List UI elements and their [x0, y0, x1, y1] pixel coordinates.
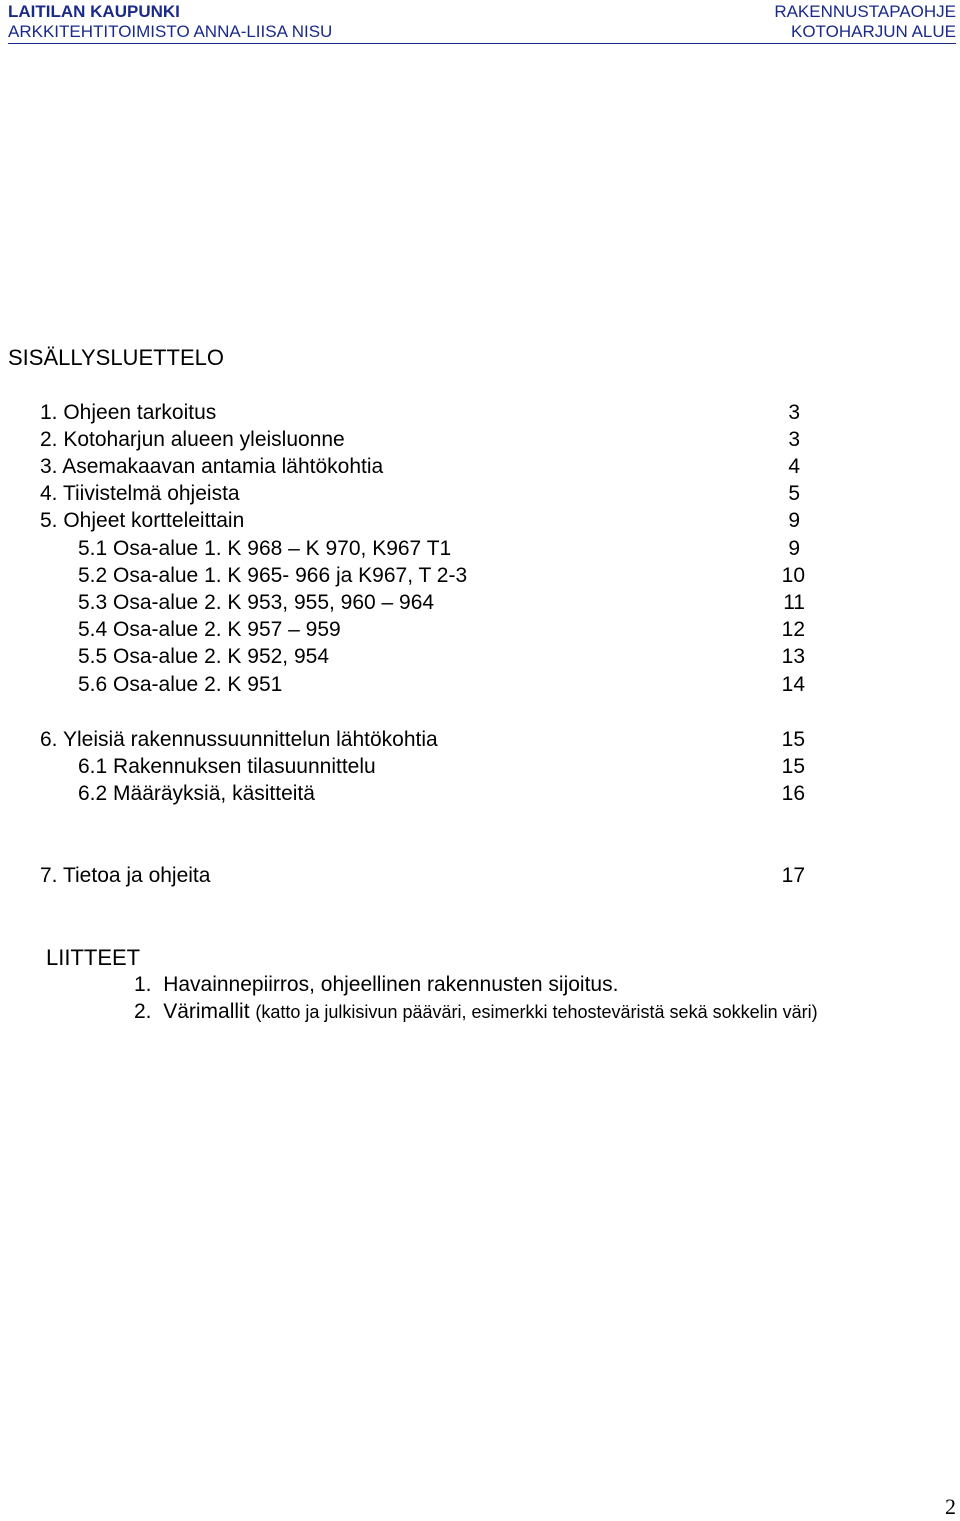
- toc-page-number: 3: [788, 401, 800, 424]
- toc-entry: 5.1 Osa-alue 1. K 968 – K 970, K967 T1: [78, 537, 452, 560]
- toc-entry: 1. Ohjeen tarkoitus: [40, 401, 217, 424]
- toc-entry: 6. Yleisiä rakennussuunnittelun lähtökohtia: [40, 728, 438, 751]
- toc-entry: 5.3 Osa-alue 2. K 953, 955, 960 – 964: [78, 591, 435, 614]
- appendix-text: Havainnepiirros, ohjeellinen rakennusten sijoitus.: [163, 973, 619, 996]
- toc-entry: 6.2 Määräyksiä, käsitteitä: [78, 782, 315, 805]
- toc-entry: 6.1 Rakennuksen tilasuunnittelu: [78, 755, 376, 778]
- toc-page-number: 14: [781, 673, 805, 696]
- appendices-title: LIITTEET: [46, 945, 141, 970]
- header-divider: [8, 43, 956, 44]
- toc-page-number: 3: [788, 428, 800, 451]
- toc-entry: 5.6 Osa-alue 2. K 951: [78, 673, 283, 696]
- toc-entry: 5. Ohjeet kortteleittain: [40, 509, 245, 532]
- toc-page-number: 13: [781, 645, 805, 668]
- toc-entry: 5.5 Osa-alue 2. K 952, 954: [78, 645, 330, 668]
- toc-page-number: 9: [788, 537, 800, 560]
- appendix-note: (katto ja julkisivun pääväri, esimerkki tehosteväristä sekä sokkelin väri): [255, 1002, 818, 1022]
- header-city: LAITILAN KAUPUNKI: [8, 2, 180, 21]
- header-area: KOTOHARJUN ALUE: [790, 22, 956, 41]
- appendix-text: Värimallit: [163, 1000, 250, 1023]
- header-doc-type: RAKENNUSTAPAOHJE: [774, 2, 956, 21]
- page-header: [0, 0, 960, 44]
- appendix-number: 2.: [134, 1000, 152, 1023]
- toc-page-number: 17: [781, 864, 805, 887]
- toc-page-number: 15: [781, 728, 805, 751]
- header-office: ARKKITEHTITOIMISTO ANNA-LIISA NISU: [8, 22, 333, 41]
- toc-entry: 2. Kotoharjun alueen yleisluonne: [40, 428, 345, 451]
- toc-page-number: 16: [781, 782, 805, 805]
- toc-entry: 4. Tiivistelmä ohjeista: [40, 482, 240, 505]
- toc-entry: 7. Tietoa ja ohjeita: [40, 864, 211, 887]
- toc-entry: 3. Asemakaavan antamia lähtökohtia: [40, 455, 384, 478]
- page-number: 2: [945, 1494, 956, 1519]
- toc-page-number: 9: [788, 509, 800, 532]
- appendix-item: [134, 999, 818, 1025]
- toc-page-number: 10: [781, 564, 805, 587]
- appendix-item: [134, 972, 618, 998]
- toc-page-number: 4: [788, 455, 800, 478]
- toc-entry: 5.2 Osa-alue 1. K 965- 966 ja K967, T 2-3: [78, 564, 468, 587]
- toc-page-number: 5: [788, 482, 800, 505]
- toc-entry: 5.4 Osa-alue 2. K 957 – 959: [78, 618, 341, 641]
- toc-title: SISÄLLYSLUETTELO: [8, 345, 225, 370]
- toc-page-number: 11: [783, 591, 805, 614]
- toc-page-number: 12: [781, 618, 805, 641]
- appendix-number: 1.: [134, 973, 152, 996]
- toc-page-number: 15: [781, 755, 805, 778]
